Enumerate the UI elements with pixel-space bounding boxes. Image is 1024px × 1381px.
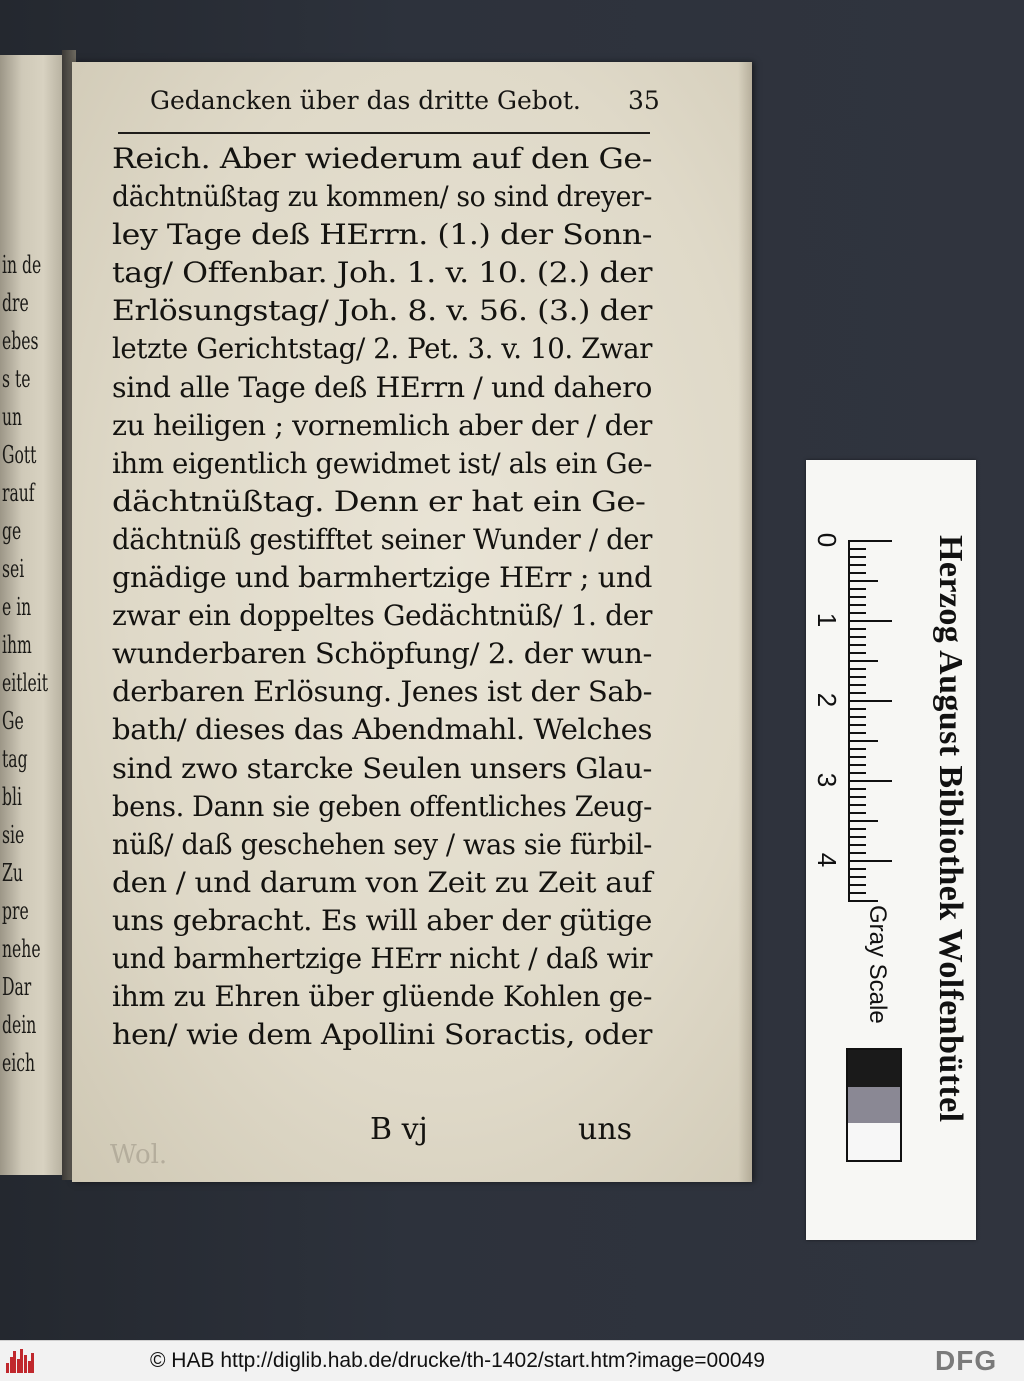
ruler-tick	[848, 812, 866, 814]
gray-scale-label: Gray Scale	[864, 905, 891, 1024]
text-line: ihm eigentlich gewidmet ist/ als ein Ge-	[112, 446, 652, 480]
page-edge	[738, 62, 752, 1182]
ruler-number: 0	[812, 532, 842, 548]
left-page-fragment: eitleit	[2, 669, 48, 697]
ruler-tick	[848, 644, 866, 646]
text-line: uns gebracht. Es will aber der gütige	[112, 903, 652, 937]
ruler-tick	[848, 748, 866, 750]
running-head: Gedancken über das dritte Gebot.	[150, 86, 581, 115]
left-page-fragment: Gott	[2, 441, 37, 469]
text-line: wunderbaren Schöpfung/ 2. der wun-	[112, 637, 652, 671]
text-line: und barmhertzige HErr nicht / daß wir	[112, 941, 652, 975]
left-page-fragment: Zu	[2, 859, 23, 887]
left-page-fragment: pre	[2, 897, 29, 925]
ruler-tick	[848, 828, 866, 830]
text-line: dächtnüßtag zu kommen/ so sind dreyer-	[112, 180, 652, 214]
text-line: derbaren Erlösung. Jenes ist der Sab-	[112, 675, 652, 709]
hab-logo-icon	[6, 1349, 36, 1373]
head-rule	[118, 132, 650, 134]
ruler-tick	[848, 732, 866, 734]
ruler-number: 1	[812, 612, 842, 628]
ruler-tick	[848, 708, 866, 710]
text-line: zu heiligen ; vornemlich aber der / der	[112, 408, 652, 442]
ruler-tick	[848, 540, 892, 542]
left-page-fragment: ebes	[2, 327, 39, 355]
text-line: dächtnüßtag. Denn er hat ein Ge-	[112, 484, 646, 518]
left-page-fragment: bli	[2, 783, 22, 811]
ruler-tick	[848, 900, 878, 902]
ruler-number: 3	[812, 772, 842, 788]
ruler-tick	[848, 604, 866, 606]
text-line: zwar ein doppeltes Gedächtnüß/ 1. der	[112, 599, 652, 633]
left-page-fragment: Dar	[2, 973, 32, 1001]
left-page-fragment: tag	[2, 745, 28, 773]
left-page-fragment: e in	[2, 593, 32, 621]
left-page-sliver	[0, 55, 64, 1175]
ruler-tick	[848, 716, 866, 718]
ruler-tick	[848, 572, 866, 574]
ruler-tick	[848, 564, 866, 566]
catchword: uns	[578, 1112, 633, 1147]
text-line: hen/ wie dem Apollini Soractis, oder	[112, 1018, 652, 1052]
ruler-tick	[848, 820, 878, 822]
text-line: Erlösungstag/ Joh. 8. v. 56. (3.) der	[112, 294, 652, 328]
left-page-fragment: dein	[2, 1011, 37, 1039]
text-line: sind alle Tage deß HErrn / und dahero	[112, 370, 652, 404]
ruler-spine	[848, 540, 850, 900]
gray-swatch	[848, 1087, 900, 1124]
text-line: Reich. Aber wiederum auf den Ge-	[112, 142, 652, 175]
ruler-tick	[848, 588, 866, 590]
text-line: bath/ dieses das Abendmahl. Welches	[112, 713, 652, 747]
ruler-tick	[848, 852, 866, 854]
ruler-tick	[848, 628, 866, 630]
hab-logo-bar	[17, 1359, 20, 1373]
ruler-tick	[848, 692, 866, 694]
left-page-fragment: eich	[2, 1049, 36, 1077]
ruler-tick	[848, 788, 866, 790]
ruler-tick	[848, 780, 892, 782]
text-line: dächtnüß gestifftet seiner Wunder / der	[112, 522, 652, 556]
ruler-number: 2	[812, 692, 842, 708]
ruler-tick	[848, 724, 866, 726]
ruler-tick	[848, 844, 866, 846]
left-page-fragment: rauf	[2, 479, 35, 507]
text-line: sind zwo starcke Seulen unsers Glau-	[112, 751, 652, 785]
left-page-fragment: in de	[2, 251, 42, 279]
gray-swatch	[848, 1123, 900, 1160]
hab-logo-bar	[10, 1357, 13, 1373]
ruler-tick	[848, 740, 878, 742]
page-number: 35	[628, 86, 660, 115]
left-page-fragment: sei	[2, 555, 25, 583]
gray-swatch	[848, 1050, 900, 1087]
ruler-tick	[848, 876, 866, 878]
left-page-fragment: ihm	[2, 631, 32, 659]
credit-link[interactable]: © HAB http://diglib.hab.de/drucke/th-1402/start.htm?image=00049	[150, 1349, 765, 1372]
hab-logo-bar	[24, 1355, 27, 1373]
ruler-tick	[848, 772, 866, 774]
ruler-tick	[848, 660, 878, 662]
text-line: gnädige und barmhertzige HErr ; und	[112, 561, 652, 595]
gray-swatches	[846, 1048, 902, 1162]
hab-logo-bar	[20, 1349, 23, 1373]
text-line: tag/ Offenbar. Joh. 1. v. 10. (2.) der	[112, 256, 652, 290]
left-page-fragment: nehe	[2, 935, 41, 963]
ruler-tick	[848, 892, 866, 894]
ruler-tick	[848, 612, 866, 614]
left-page-fragment: dre	[2, 289, 29, 317]
text-line: nüß/ daß geschehen sey / was sie fürbil-	[112, 827, 652, 861]
ruler-tick	[848, 668, 866, 670]
text-line: bens. Dann sie geben offentliches Zeug-	[112, 789, 652, 823]
ruler-tick	[848, 620, 892, 622]
ruler-tick	[848, 796, 866, 798]
ruler-tick	[848, 756, 866, 758]
ruler-tick	[848, 548, 866, 550]
ruler	[812, 532, 896, 880]
ruler-tick	[848, 684, 866, 686]
dfg-logo: DFG	[935, 1345, 998, 1376]
left-page-fragment: Ge	[2, 707, 24, 735]
left-page-fragment: s te	[2, 365, 31, 393]
hab-logo-bar	[31, 1353, 34, 1373]
body-text	[112, 140, 660, 1054]
ruler-tick	[848, 676, 866, 678]
text-line: ihm zu Ehren über glüende Kohlen ge-	[112, 980, 652, 1014]
ruler-tick	[848, 884, 866, 886]
text-line: ley Tage deß HErrn. (1.) der Sonn-	[112, 218, 652, 252]
hab-logo-bar	[13, 1351, 16, 1373]
left-page-fragment: sie	[2, 821, 25, 849]
ruler-tick	[848, 868, 866, 870]
ruler-tick	[848, 836, 866, 838]
text-line: letzte Gerichtstag/ 2. Pet. 3. v. 10. Zwar	[112, 332, 652, 366]
ruler-tick	[848, 860, 892, 862]
text-line: den / und darum von Zeit zu Zeit auf	[112, 865, 652, 899]
ruler-tick	[848, 804, 866, 806]
ruler-tick	[848, 556, 866, 558]
library-name: Herzog August Bibliothek Wolfenbüttel	[932, 535, 969, 1123]
ruler-tick	[848, 636, 866, 638]
ruler-number: 4	[812, 852, 842, 868]
bottom-bar	[0, 1340, 1024, 1381]
ruler-tick	[848, 652, 866, 654]
hab-logo-bar	[28, 1361, 31, 1373]
ruler-tick	[848, 596, 866, 598]
left-page-fragment: ge	[2, 517, 22, 545]
ruler-tick	[848, 700, 892, 702]
bleed-through-text: Wol.	[110, 1140, 168, 1170]
left-page-fragment: un	[2, 403, 23, 431]
ruler-tick	[848, 580, 878, 582]
signature-mark: B vj	[370, 1112, 428, 1147]
ruler-tick	[848, 764, 866, 766]
hab-logo-bar	[6, 1363, 9, 1373]
